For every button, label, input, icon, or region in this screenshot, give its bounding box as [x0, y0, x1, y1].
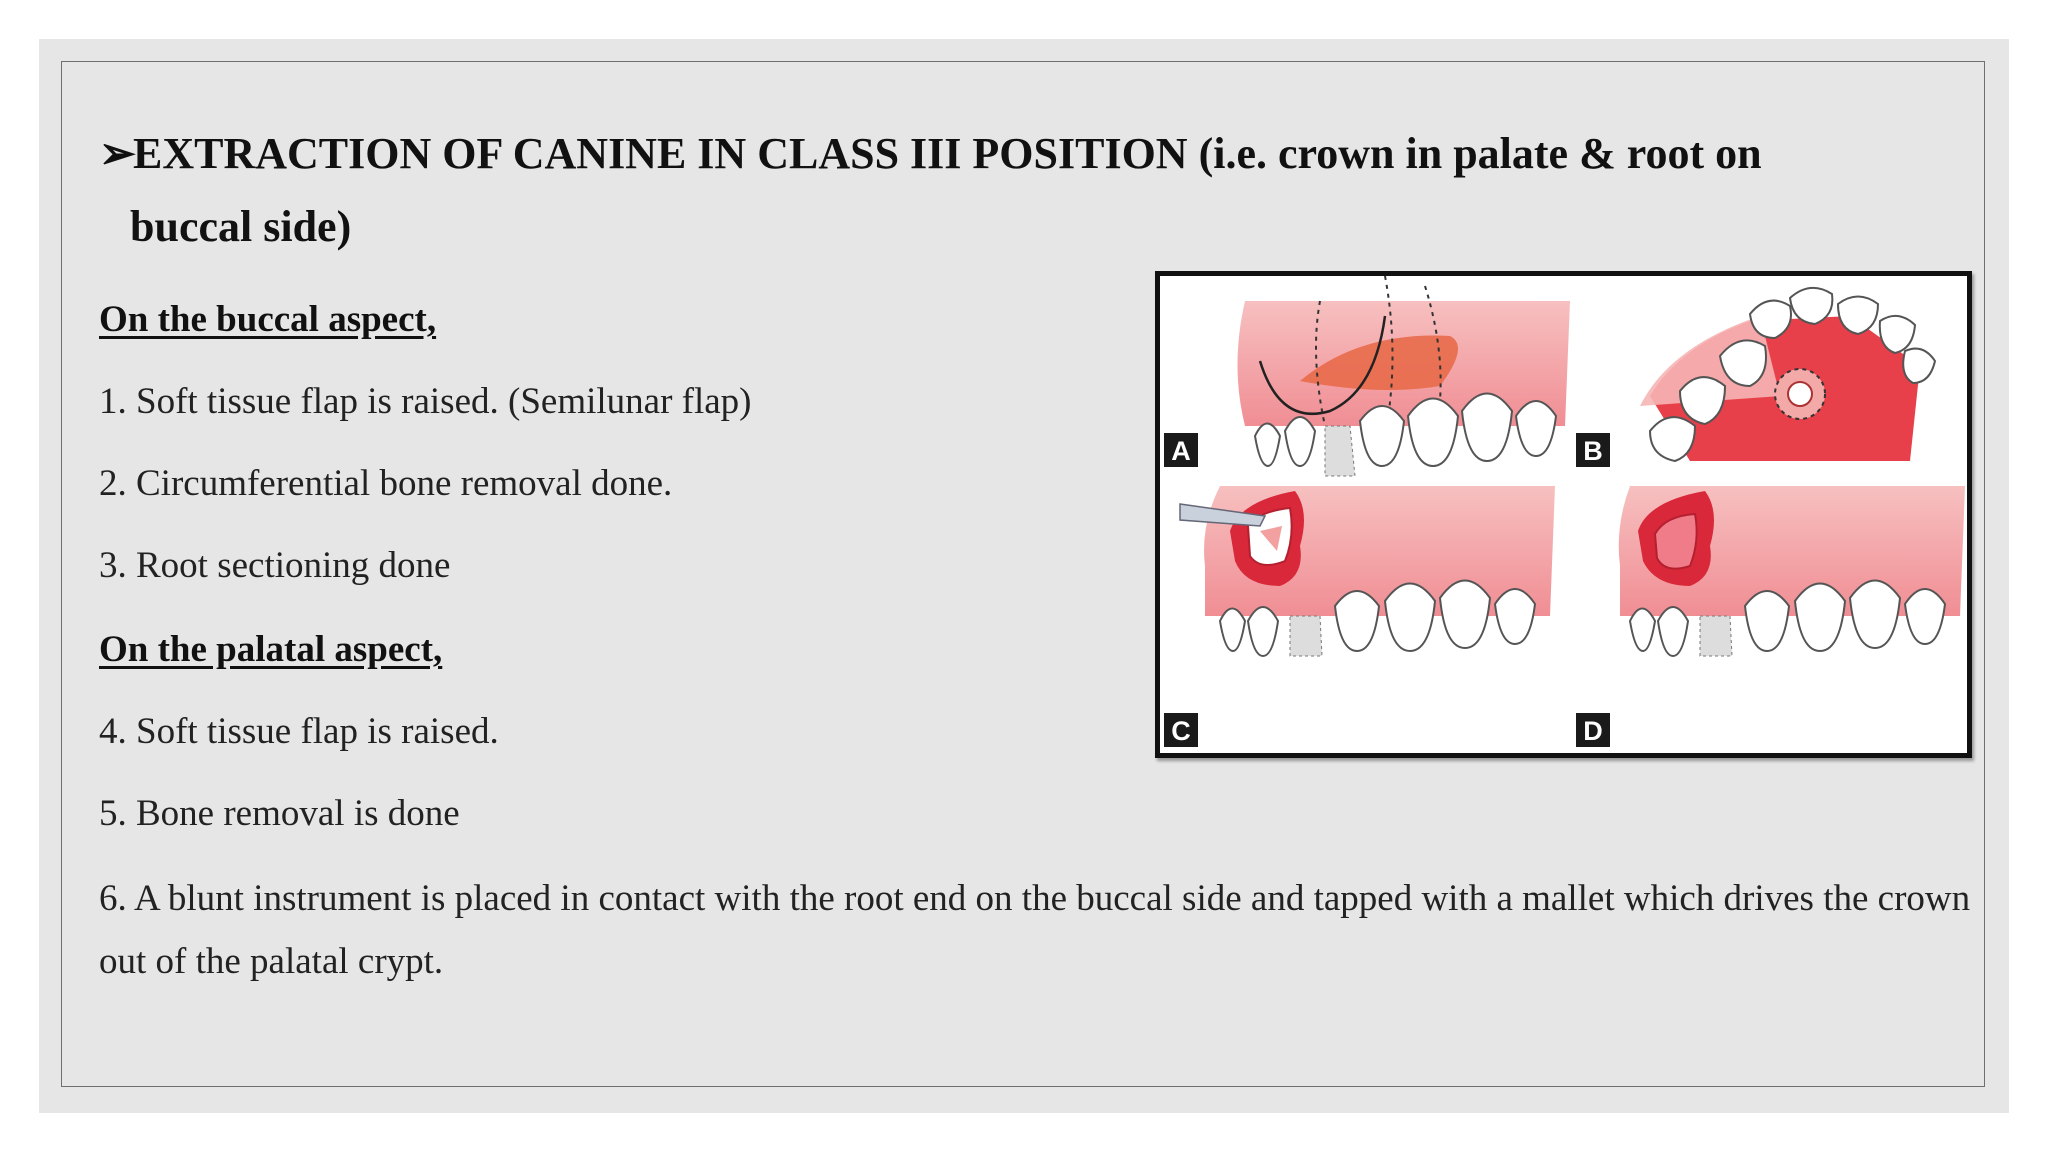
panel-label-c: C [1171, 716, 1191, 746]
step-item: 5. Bone removal is done [99, 793, 460, 834]
canine-extraction-figure [1155, 271, 1972, 758]
title-rest-text: (i.e. crown in palate & root on [1198, 129, 1762, 178]
panel-label-a: A [1171, 436, 1191, 466]
panel-label-d: D [1583, 716, 1603, 746]
step-item: 4. Soft tissue flap is raised. [99, 711, 499, 752]
palatal-aspect-heading: On the palatal aspect, [99, 629, 443, 670]
step-item: 6. A blunt instrument is placed in contact with the root end on the buccal side and tapped with a mallet which drives the crown out of the palatal crypt. [99, 878, 1971, 982]
step-item: 2. Circumferential bone removal done. [99, 463, 673, 504]
title-bold-text: EXTRACTION OF CANINE IN CLASS III POSITION [133, 129, 1188, 178]
arrow-bullet-icon: ➢ [99, 129, 136, 178]
step-item: 3. Root sectioning done [99, 545, 451, 586]
panel-label-b: B [1583, 436, 1603, 466]
figure-illustration [1160, 276, 1967, 753]
slide [39, 39, 2009, 1113]
slide-title [99, 117, 1939, 263]
title-line-2: buccal side) [130, 202, 352, 251]
buccal-aspect-heading: On the buccal aspect, [99, 299, 437, 340]
step-item: 1. Soft tissue flap is raised. (Semilunar flap) [99, 381, 752, 422]
